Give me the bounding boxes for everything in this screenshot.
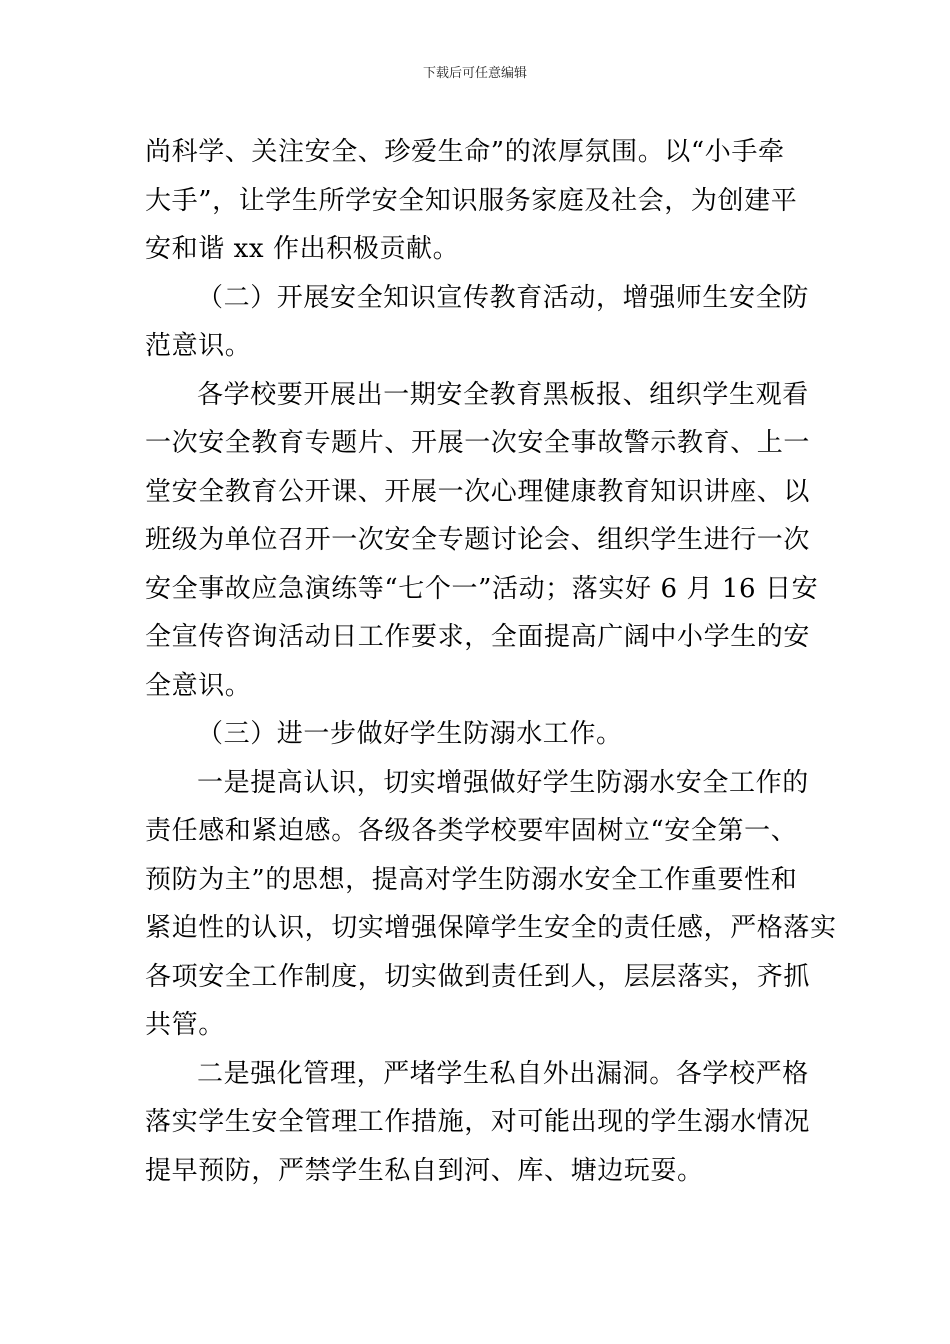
text-line: 各项安全工作制度，切实做到责任到人，层层落实，齐抓 [145, 961, 811, 992]
paragraph-4-heading [145, 710, 805, 759]
text-line: 一次安全教育专题片、开展一次安全事故警示教育、上一 [145, 428, 811, 458]
text-line: 尚科学、关注安全、珍爱生命”的浓厚氛围。以“小手牵 [145, 137, 785, 167]
page-header: 下载后可任意编辑 [422, 66, 527, 81]
text-line: 紧迫性的认识，切实增强保障学生安全的责任感，严格落实 [145, 913, 837, 943]
paragraph-3 [145, 371, 819, 711]
text-line: 大手”，让学生所学安全知识服务家庭及社会，为创建平 [145, 185, 798, 216]
text-line: 一是提高认识，切实增强做好学生防溺水安全工作的 [197, 767, 809, 798]
text-line: （二）开展安全知识宣传教育活动，增强师生安全防 [197, 282, 809, 313]
paragraph-6 [145, 1050, 811, 1196]
paragraph-1 [145, 128, 805, 274]
text-line: 责任感和紧迫感。各级各类学校要牢固树立“安全第一、 [145, 816, 798, 846]
text-line: 落实学生安全管理工作措施，对可能出现的学生溺水情况 [145, 1107, 811, 1137]
paragraph-5 [145, 759, 837, 1050]
text-line: 各学校要开展出一期安全教育黑板报、组织学生观看 [197, 379, 809, 410]
text-line: 堂安全教育公开课、开展一次心理健康教育知识讲座、以 [145, 476, 811, 507]
text-line: 提早预防，严禁学生私自到河、库、塘边玩耍。 [145, 1155, 704, 1186]
text-line: 安和谐 xx 作出积极贡献。 [145, 234, 460, 264]
text-line: 预防为主”的思想，提高对学生防溺水安全工作重要性和 [145, 864, 798, 895]
text-line: 二是强化管理，严堵学生私自外出漏洞。各学校严格 [197, 1058, 809, 1089]
text-line: 范意识。 [145, 331, 252, 361]
text-line: （三）进一步做好学生防溺水工作。 [197, 719, 623, 749]
text-line: 共管。 [145, 1010, 225, 1040]
text-line: 安全事故应急演练等“七个一”活动；落实好 6 月 16 日安 [145, 573, 819, 604]
text-line: 全宣传咨询活动日工作要求，全面提高广阔中小学生的安 [145, 622, 811, 652]
paragraph-2-heading [145, 274, 809, 371]
document-body [145, 128, 837, 1195]
text-line: 全意识。 [145, 670, 252, 701]
text-line: 班级为单位召开一次安全专题讨论会、组织学生进行一次 [145, 525, 811, 555]
